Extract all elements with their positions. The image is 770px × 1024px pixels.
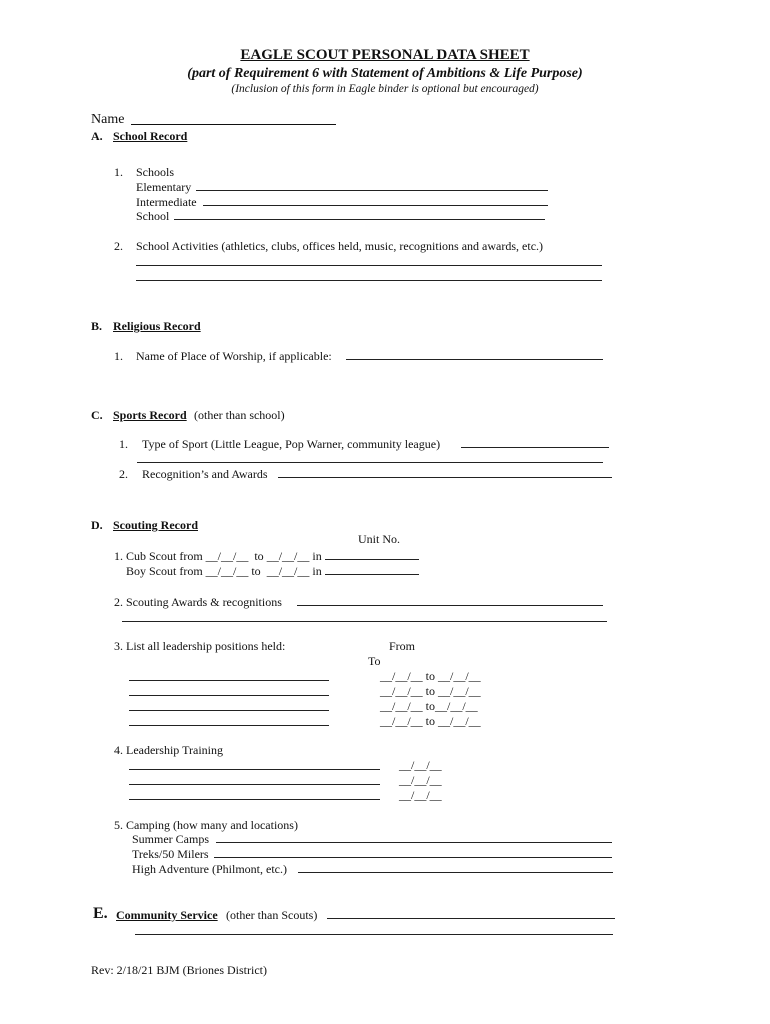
c2-label: Recognition’s and Awards bbox=[142, 467, 268, 481]
leadership-dates-3[interactable]: __/__/__ to__/__/__ bbox=[380, 699, 478, 713]
camping-label: 5. Camping (how many and locations) bbox=[114, 818, 298, 832]
high-adventure-field[interactable] bbox=[298, 872, 613, 873]
training-field-1[interactable] bbox=[129, 769, 380, 770]
revision-footer: Rev: 2/18/21 BJM (Briones District) bbox=[91, 963, 267, 977]
b1-number: 1. bbox=[114, 349, 123, 363]
boy-scout-label: Boy Scout from bbox=[126, 564, 203, 578]
sport-type-field-2[interactable] bbox=[137, 462, 603, 463]
b1-label: Name of Place of Worship, if applicable: bbox=[136, 349, 332, 363]
cub-scout-row bbox=[114, 548, 419, 564]
boy-from-date[interactable]: __/__/__ bbox=[205, 564, 249, 578]
summer-camps-field[interactable] bbox=[216, 842, 612, 843]
boy-unit-field[interactable] bbox=[325, 563, 419, 575]
intermediate-label: Intermediate bbox=[136, 195, 197, 209]
section-c-title: Sports Record bbox=[113, 408, 187, 422]
name-field[interactable] bbox=[131, 124, 336, 125]
training-field-2[interactable] bbox=[129, 784, 380, 785]
training-label: 4. Leadership Training bbox=[114, 743, 223, 757]
page-note: (Inclusion of this form in Eagle binder is optional but encouraged) bbox=[231, 83, 539, 95]
a1-label: Schools bbox=[136, 165, 175, 179]
unit-no-label: Unit No. bbox=[358, 532, 400, 546]
sport-type-field[interactable] bbox=[461, 447, 609, 448]
name-label: Name bbox=[91, 112, 125, 127]
training-field-3[interactable] bbox=[129, 799, 380, 800]
page-subtitle: (part of Requirement 6 with Statement of Ambitions & Life Purpose) bbox=[187, 66, 583, 81]
training-date-3[interactable]: __/__/__ bbox=[399, 788, 442, 802]
school-label: School bbox=[136, 209, 170, 223]
section-d-title: Scouting Record bbox=[113, 518, 198, 532]
boy-scout-row bbox=[126, 563, 419, 579]
c1-number: 1. bbox=[119, 437, 128, 451]
summer-camps-label: Summer Camps bbox=[132, 832, 209, 846]
scouting-awards-field-2[interactable] bbox=[122, 621, 607, 622]
section-e-letter: E. bbox=[93, 905, 108, 922]
from-label: From bbox=[389, 639, 416, 653]
a1-number: 1. bbox=[114, 165, 123, 179]
cub-to-word: to bbox=[254, 549, 264, 563]
leadership-dates-1[interactable]: __/__/__ to __/__/__ bbox=[380, 669, 481, 683]
cub-in-word: in bbox=[312, 549, 322, 563]
section-a-title: School Record bbox=[113, 129, 188, 143]
school-field[interactable] bbox=[174, 219, 545, 220]
training-date-1[interactable]: __/__/__ bbox=[399, 758, 442, 772]
c1-label: Type of Sport (Little League, Pop Warner, community league) bbox=[142, 437, 441, 451]
section-b-letter: B. bbox=[91, 319, 103, 333]
c2-number: 2. bbox=[119, 467, 128, 481]
activities-field-2[interactable] bbox=[136, 280, 602, 281]
to-label: To bbox=[368, 654, 381, 668]
activities-field-1[interactable] bbox=[136, 265, 602, 266]
treks-field[interactable] bbox=[214, 857, 612, 858]
leadership-position-field-2[interactable] bbox=[129, 695, 329, 696]
cub-scout-label: 1. Cub Scout from bbox=[114, 549, 203, 563]
a2-number: 2. bbox=[114, 239, 123, 253]
section-c-letter: C. bbox=[91, 408, 103, 422]
leadership-position-field-3[interactable] bbox=[129, 710, 329, 711]
cub-unit-field[interactable] bbox=[325, 548, 419, 560]
training-date-2[interactable]: __/__/__ bbox=[399, 773, 442, 787]
section-e-suffix: (other than Scouts) bbox=[226, 908, 318, 922]
leadership-dates-4[interactable]: __/__/__ to __/__/__ bbox=[380, 714, 481, 728]
elementary-field[interactable] bbox=[196, 190, 548, 191]
leadership-position-field-4[interactable] bbox=[129, 725, 329, 726]
boy-in-word: in bbox=[312, 564, 322, 578]
treks-label: Treks/50 Milers bbox=[132, 847, 209, 861]
leadership-dates-2[interactable]: __/__/__ to __/__/__ bbox=[380, 684, 481, 698]
section-e-title: Community Service bbox=[116, 908, 218, 922]
a2-label: School Activities (athletics, clubs, offices held, music, recognitions and awards, etc.) bbox=[136, 239, 544, 253]
leadership-position-field-1[interactable] bbox=[129, 680, 329, 681]
section-d-letter: D. bbox=[91, 518, 103, 532]
section-b-title: Religious Record bbox=[113, 319, 201, 333]
leadership-label: 3. List all leadership positions held: bbox=[114, 639, 286, 653]
high-adventure-label: High Adventure (Philmont, etc.) bbox=[132, 862, 287, 876]
elementary-label: Elementary bbox=[136, 180, 192, 194]
section-c-suffix: (other than school) bbox=[194, 408, 285, 422]
boy-to-word: to bbox=[251, 564, 261, 578]
scouting-awards-label: 2. Scouting Awards & recognitions bbox=[114, 595, 282, 609]
cub-from-date[interactable]: __/__/__ bbox=[205, 549, 249, 563]
worship-field[interactable] bbox=[346, 359, 603, 360]
section-a-letter: A. bbox=[91, 129, 103, 143]
community-service-field-2[interactable] bbox=[135, 934, 613, 935]
boy-to-date[interactable]: __/__/__ bbox=[266, 564, 310, 578]
cub-to-date[interactable]: __/__/__ bbox=[266, 549, 310, 563]
sport-awards-field[interactable] bbox=[278, 477, 612, 478]
scouting-awards-field-1[interactable] bbox=[297, 605, 603, 606]
intermediate-field[interactable] bbox=[203, 205, 548, 206]
community-service-field-1[interactable] bbox=[327, 918, 615, 919]
page-title: EAGLE SCOUT PERSONAL DATA SHEET bbox=[240, 47, 530, 63]
